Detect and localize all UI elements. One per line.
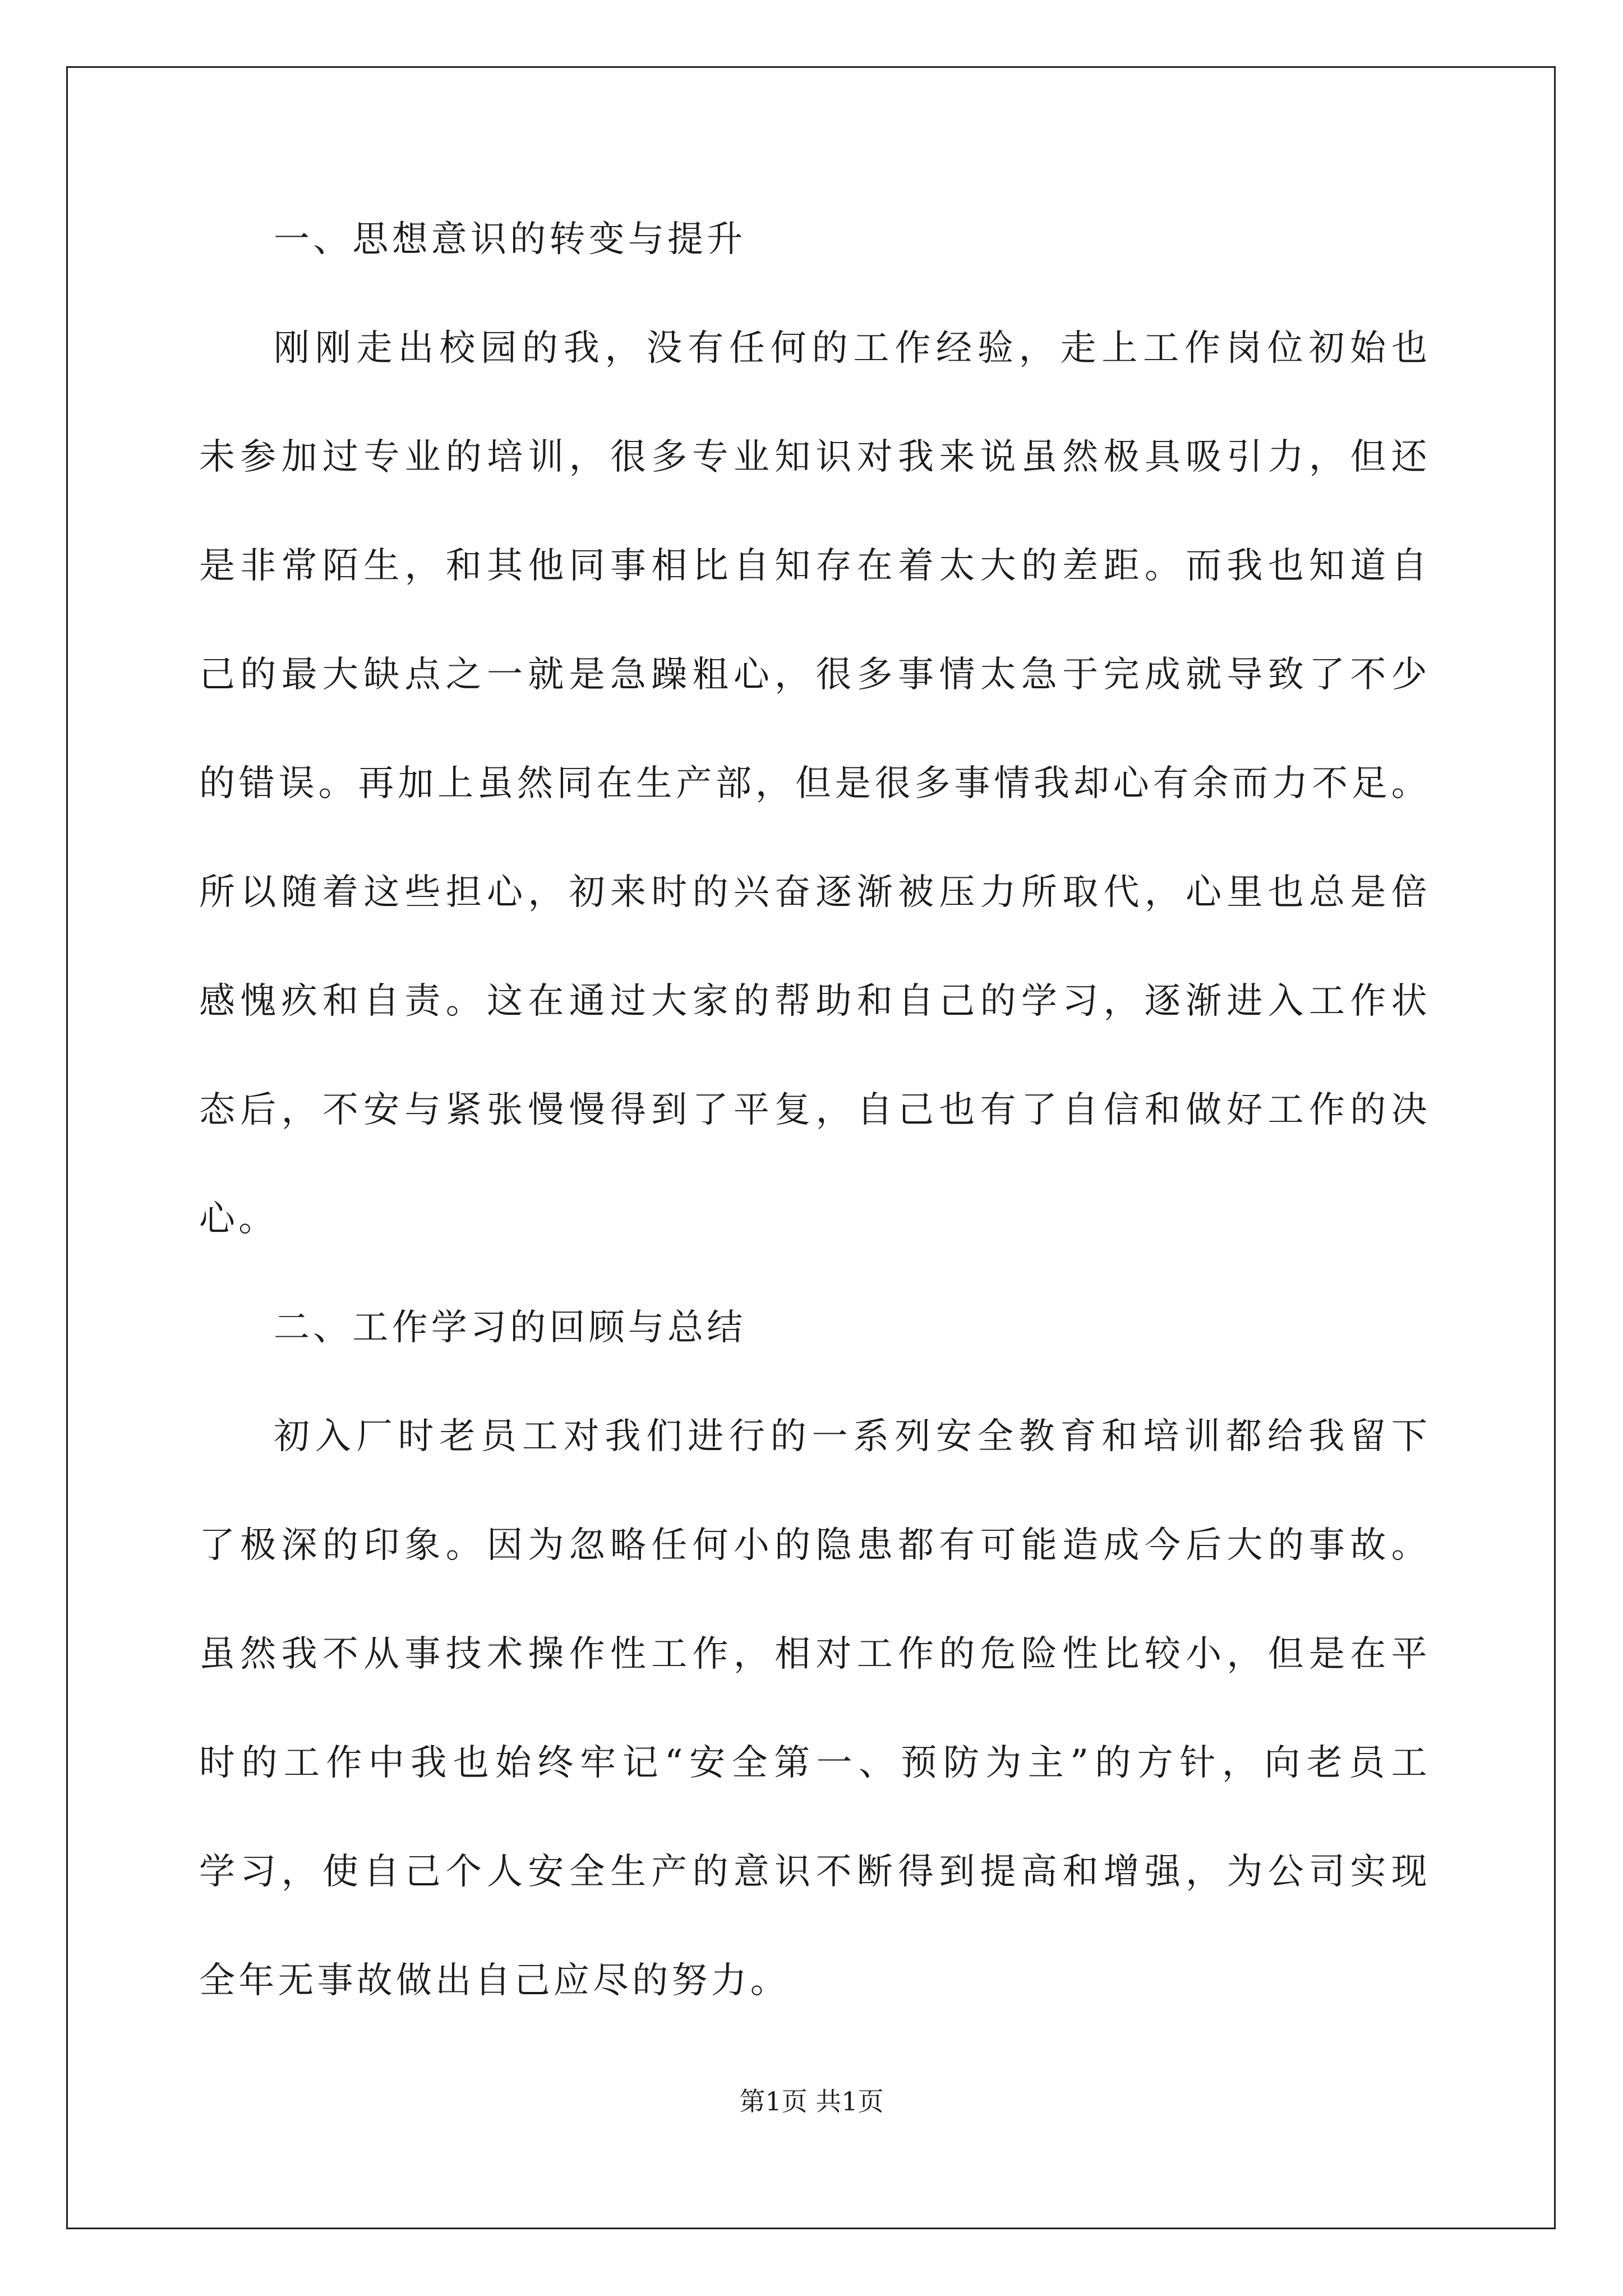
text-line: 的 错 误 。 再 加 上 虽 然 同 在 生 产 部 ， 但 是 很 多 事 情 我 却 心 有 余 而 力 不 足 。 (199, 763, 1427, 804)
text-line: 感 愧 疚 和 自 责 。 这 在 通 过 大 家 的 帮 助 和 自 己 的 学 习 ， 逐 渐 进 入 工 作 状 (199, 981, 1427, 1022)
text-line: 一、思想意识的转变与提升 (274, 219, 746, 260)
page-footer: 第1页 共1页 (739, 2086, 884, 2116)
text-line: 了 极 深 的 印 象 。 因 为 忽 略 任 何 小 的 隐 患 都 有 可 能 造 成 今 后 大 的 事 故 。 (199, 1525, 1427, 1566)
text-line: 时 的 工 作 中 我 也 始 终 牢 记 “ 安 全 第 一 、 预 防 为 主 ” 的 方 针 ， 向 老 员 工 (199, 1742, 1427, 1784)
text-line: 态 后 ， 不 安 与 紧 张 慢 慢 得 到 了 平 复 ， 自 己 也 有 了 自 信 和 做 好 工 作 的 决 (199, 1089, 1427, 1131)
text-line: 是 非 常 陌 生 ， 和 其 他 同 事 相 比 自 知 存 在 着 太 大 的 差 距 。 而 我 也 知 道 自 (199, 545, 1427, 587)
text-line: 学 习 ， 使 自 己 个 人 安 全 生 产 的 意 识 不 断 得 到 提 高 和 增 强 ， 为 公 司 实 现 (199, 1851, 1427, 1893)
text-line: 心。 (199, 1198, 278, 1240)
text-line: 二、工作学习的回顾与总结 (274, 1307, 746, 1349)
text-line: 所 以 随 着 这 些 担 心 ， 初 来 时 的 兴 奋 逐 渐 被 压 力 所 取 代 ， 心 里 也 总 是 倍 (199, 872, 1427, 913)
text-line: 初 入 厂 时 老 员 工 对 我 们 进 行 的 一 系 列 安 全 教 育 和 培 训 都 给 我 留 下 (274, 1416, 1427, 1457)
text-line: 全年无事故做出自己应尽的努力。 (199, 1960, 790, 2001)
text-line: 刚 刚 走 出 校 园 的 我 ， 没 有 任 何 的 工 作 经 验 ， 走 上 工 作 岗 位 初 始 也 (274, 328, 1427, 369)
text-line: 虽 然 我 不 从 事 技 术 操 作 性 工 作 ， 相 对 工 作 的 危 险 性 比 较 小 ， 但 是 在 平 (199, 1634, 1427, 1675)
text-line: 未 参 加 过 专 业 的 培 训 ， 很 多 专 业 知 识 对 我 来 说 虽 然 极 具 吸 引 力 ， 但 还 (199, 436, 1427, 478)
text-line: 己 的 最 大 缺 点 之 一 就 是 急 躁 粗 心 ， 很 多 事 情 太 急 于 完 成 就 导 致 了 不 少 (199, 654, 1427, 696)
document-body (199, 219, 1427, 2072)
